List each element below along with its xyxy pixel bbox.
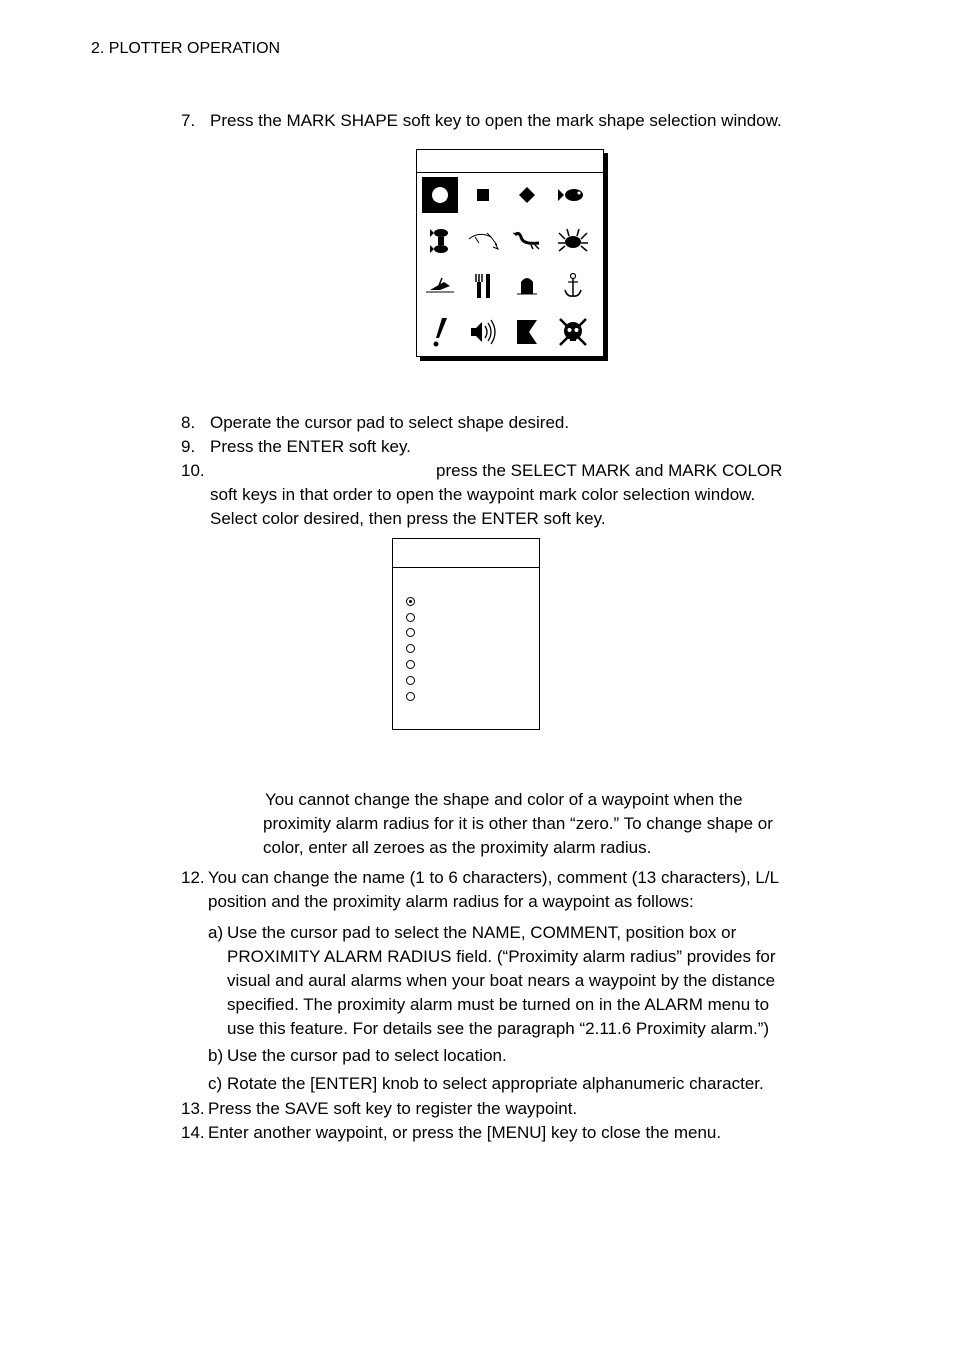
substep-a-line-5: use this feature. For details see the paragraph “2.11.6 Proximity alarm.”) — [227, 1019, 770, 1038]
substep-a-line-2: PROXIMITY ALARM RADIUS field. (“Proximity alarm radius” provides for — [227, 947, 776, 966]
step-10-number: 10. — [181, 461, 205, 480]
square-icon[interactable] — [465, 177, 501, 213]
speaker-icon[interactable] — [465, 314, 501, 350]
step-10-line-2: soft keys in that order to open the waypoint mark color selection window. — [210, 485, 756, 504]
color-option-radio[interactable] — [406, 692, 415, 701]
step-13-text: Press the SAVE soft key to register the waypoint. — [208, 1099, 578, 1118]
substep-c-text: Rotate the [ENTER] knob to select appropriate alphanumeric character. — [227, 1074, 764, 1093]
substep-c-label: c) — [208, 1074, 223, 1093]
diamond-icon[interactable] — [509, 177, 545, 213]
color-option-radio[interactable] — [406, 644, 415, 653]
mark-shape-window — [416, 149, 604, 357]
step-14-text: Enter another waypoint, or press the [MENU] key to close the menu. — [208, 1123, 722, 1142]
step-7-text: Press the MARK SHAPE soft key to open the mark shape selection window. — [210, 111, 782, 130]
step-8-number: 8. — [181, 413, 196, 432]
skull-icon[interactable] — [555, 314, 591, 350]
note-line-1: You cannot change the shape and color of a waypoint when the — [265, 790, 743, 809]
step-14-number: 14. — [181, 1123, 205, 1142]
substep-b-text: Use the cursor pad to select location. — [227, 1046, 507, 1065]
step-7-number: 7. — [181, 111, 196, 130]
color-option-radio[interactable] — [406, 676, 415, 685]
crab-icon[interactable] — [555, 223, 591, 259]
step-8-text: Operate the cursor pad to select shape desired. — [210, 413, 570, 432]
mark-shape-window-title-bar — [417, 150, 603, 173]
restaurant-icon[interactable] — [465, 268, 501, 304]
color-option-radio[interactable] — [406, 597, 415, 606]
step-9-number: 9. — [181, 437, 196, 456]
note-line-3: color, enter all zeroes as the proximity alarm radius. — [263, 838, 652, 857]
color-option-radio[interactable] — [406, 628, 415, 637]
shrimp-icon[interactable] — [509, 223, 545, 259]
substep-a-line-1: Use the cursor pad to select the NAME, COMMENT, position box or — [227, 923, 737, 942]
section-header: 2. PLOTTER OPERATION — [91, 40, 281, 57]
anchor-icon[interactable] — [555, 268, 591, 304]
mark-color-window — [392, 538, 540, 730]
substep-a-line-4: specified. The proximity alarm must be turned on in the ALARM menu to — [227, 995, 770, 1014]
substep-b-label: b) — [208, 1046, 224, 1065]
dolphin-icon[interactable] — [465, 223, 501, 259]
mark-color-window-title-bar — [393, 539, 539, 568]
step-13-number: 13. — [181, 1099, 205, 1118]
circle-icon[interactable] — [422, 177, 458, 213]
note-line-2: proximity alarm radius for it is other than “zero.” To change shape or — [263, 814, 773, 833]
step-12-number: 12. — [181, 868, 205, 887]
tombstone-icon[interactable] — [509, 268, 545, 304]
flag-icon[interactable] — [509, 314, 545, 350]
substep-a-line-3: visual and aural alarms when your boat nears a waypoint by the distance — [227, 971, 776, 990]
step-10-line-3: Select color desired, then press the ENTER soft key. — [210, 509, 606, 528]
substep-a-label: a) — [208, 923, 224, 942]
wreck-icon[interactable] — [422, 268, 458, 304]
exclamation-icon[interactable] — [422, 314, 458, 350]
color-option-radio[interactable] — [406, 660, 415, 669]
two-fish-icon[interactable] — [422, 223, 458, 259]
step-10-line-1: press the SELECT MARK and MARK COLOR — [436, 461, 783, 480]
fish-icon[interactable] — [555, 177, 591, 213]
step-9-text: Press the ENTER soft key. — [210, 437, 411, 456]
step-12-line-1: You can change the name (1 to 6 characters), comment (13 characters), L/L — [208, 868, 780, 887]
color-option-radio[interactable] — [406, 613, 415, 622]
step-12-line-2: position and the proximity alarm radius for a waypoint as follows: — [208, 892, 694, 911]
